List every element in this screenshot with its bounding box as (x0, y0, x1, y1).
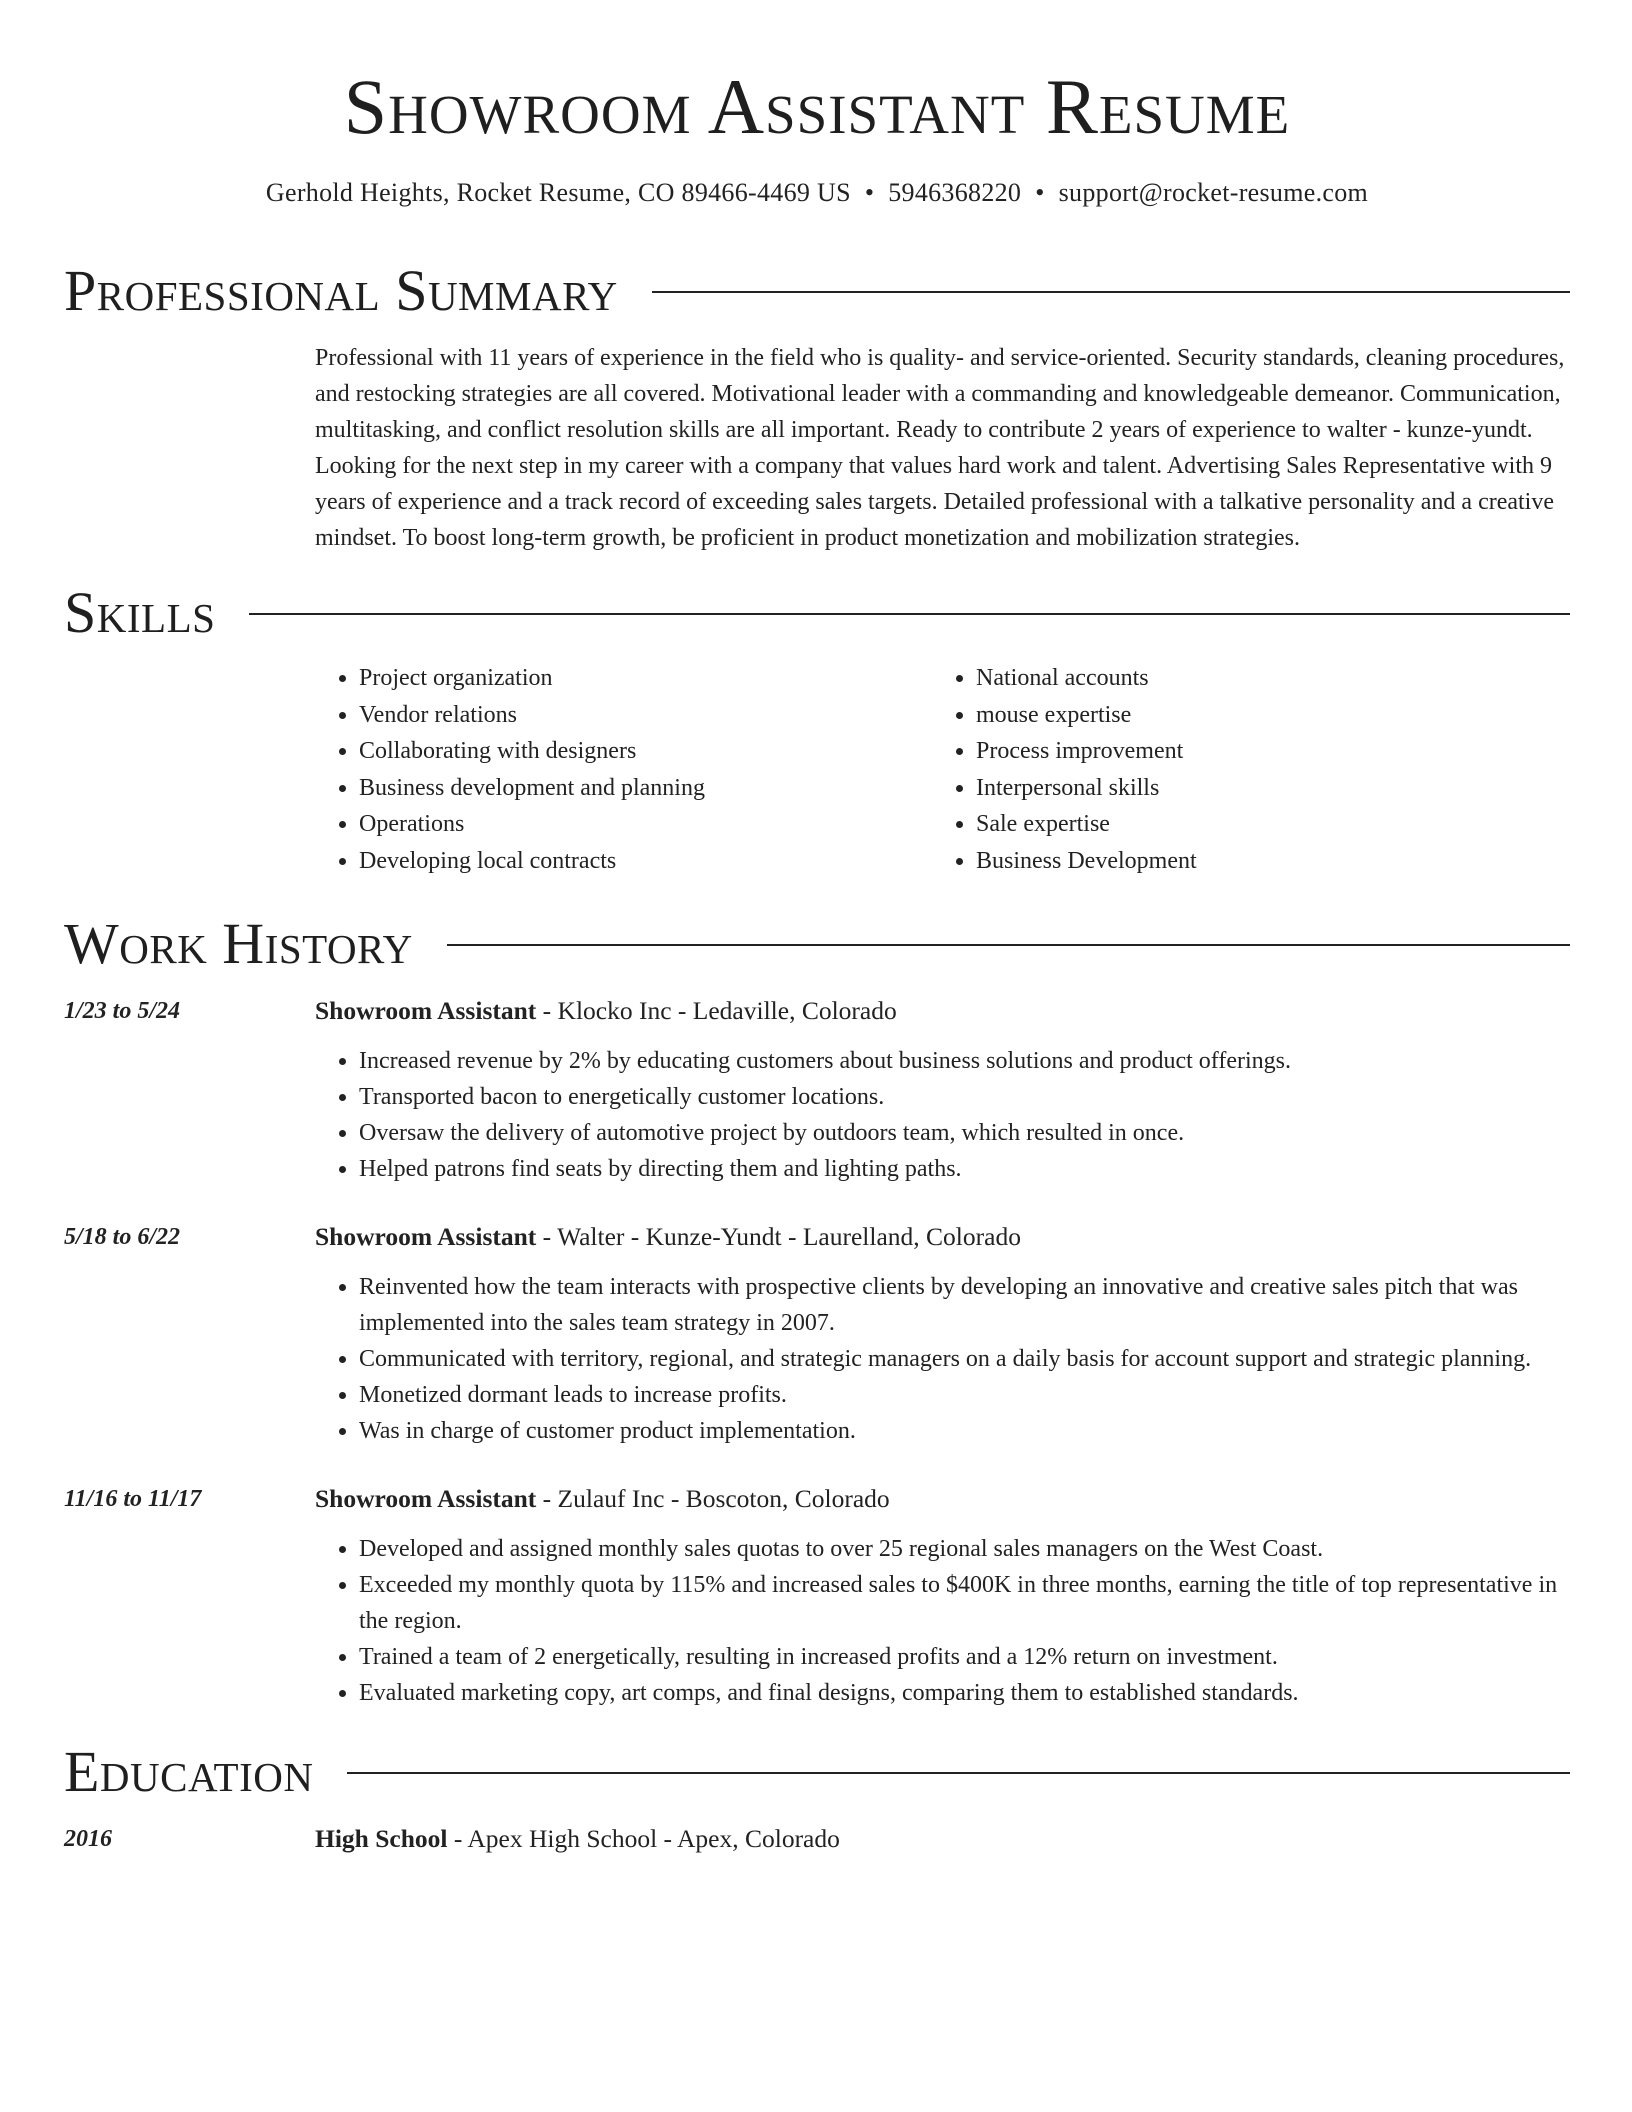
job-bullet: • Reinvented how the team interacts with prospective clients by developing an innovative and creative sales pitch that was implemented into the sales team strategy in 2007. (359, 1269, 1570, 1341)
skills-column-left (315, 660, 932, 879)
education-school: - Apex High School - Apex, Colorado (447, 1824, 840, 1853)
education-heading-line (315, 1821, 1570, 1857)
skills-section-header (64, 578, 1570, 648)
work-heading: Work History (64, 911, 413, 976)
job-bullet: • Was in charge of customer product implementation. (359, 1413, 1570, 1449)
contact-address: Gerhold Heights, Rocket Resume, CO 89466-4469 US (265, 178, 851, 207)
job-body (315, 993, 1570, 1187)
resume-title: Showroom Assistant Resume (343, 63, 1291, 150)
education-heading: Education (64, 1739, 314, 1804)
contact-phone: 5946368220 (888, 178, 1022, 207)
job-heading (315, 993, 1570, 1029)
skills-heading: Skills (64, 580, 216, 645)
job-company: - Walter - Kunze-Yundt - Laurelland, Colorado (536, 1222, 1021, 1251)
contact-email: support@rocket-resume.com (1058, 178, 1369, 207)
contact-separator: • (864, 178, 875, 207)
summary-text: Professional with 11 years of experience in the field who is quality- and service-oriented. Security standards, cleaning procedures, and restocking strategies are all covered. Motivational leader with a commanding and knowledgeable demeanor. Communication, multitasking, and conflict resolution skills are all important. Ready to contribute 2 years of experience to walter - kunze-yundt. Looking for the next step in my career with a company that values hard work and talent. Advertising Sales Representative with 9 years of experience and a track record of exceeding sales targets. Detailed professional with a talkative personality and a creative mindset. To boost long-term growth, be proficient in product monetization and mobilization strategies. (315, 345, 1565, 551)
section-divider (347, 1772, 1570, 1774)
skill-item: • Operations (359, 806, 932, 843)
job-role: Showroom Assistant (315, 996, 537, 1025)
contact-line (64, 176, 1570, 210)
job-body (315, 1219, 1570, 1449)
skill-item: • Sale expertise (976, 806, 1476, 843)
skill-item: • Business Development (976, 843, 1476, 880)
job-bullet: • Exceeded my monthly quota by 115% and increased sales to $400K in three months, earning the title of top representative in the region. (359, 1567, 1570, 1639)
skill-item: • Project organization (359, 660, 932, 697)
skill-item: • Vendor relations (359, 697, 932, 734)
education-year: 2016 (64, 1826, 112, 1852)
education-entry (64, 1821, 1570, 1857)
job-dates: 5/18 to 6/22 (64, 1224, 181, 1250)
job-body (315, 1481, 1570, 1711)
job-role: Showroom Assistant (315, 1484, 537, 1513)
education-body (315, 1821, 1570, 1857)
job-bullet: • Evaluated marketing copy, art comps, and final designs, comparing them to established standards. (359, 1675, 1570, 1711)
job-bullet: • Communicated with territory, regional, and strategic managers on a daily basis for account support and strategic planning. (359, 1341, 1570, 1377)
job-bullet: • Increased revenue by 2% by educating customers about business solutions and product offerings. (359, 1043, 1570, 1079)
skill-item: • Business development and planning (359, 770, 932, 807)
job-bullet: • Transported bacon to energetically customer locations. (359, 1079, 1570, 1115)
job-bullets (315, 1269, 1570, 1449)
job-entry (64, 1481, 1570, 1711)
section-divider (652, 291, 1570, 293)
job-bullet: • Monetized dormant leads to increase profits. (359, 1377, 1570, 1413)
skill-item: • mouse expertise (976, 697, 1476, 734)
education-section-header (64, 1737, 1570, 1807)
section-divider (447, 944, 1570, 946)
job-company: - Zulauf Inc - Boscoton, Colorado (536, 1484, 890, 1513)
job-bullet: • Trained a team of 2 energetically, resulting in increased profits and a 12% return on investment. (359, 1639, 1570, 1675)
job-bullets (315, 1531, 1570, 1711)
summary-heading: Professional Summary (64, 258, 618, 323)
work-section-header (64, 909, 1570, 979)
resume-page (64, 0, 1570, 1857)
job-entry (64, 993, 1570, 1187)
job-company: - Klocko Inc - Ledaville, Colorado (536, 996, 897, 1025)
job-dates: 1/23 to 5/24 (64, 998, 181, 1024)
job-bullet: • Helped patrons find seats by directing them and lighting paths. (359, 1151, 1570, 1187)
skill-item: • Process improvement (976, 733, 1476, 770)
job-heading (315, 1219, 1570, 1255)
job-bullets (315, 1043, 1570, 1187)
job-role: Showroom Assistant (315, 1222, 537, 1251)
contact-separator: • (1035, 178, 1045, 207)
skill-item: • Collaborating with designers (359, 733, 932, 770)
skill-item: • Interpersonal skills (976, 770, 1476, 807)
section-divider (249, 613, 1570, 615)
summary-section-header (64, 256, 1570, 326)
skill-item: • National accounts (976, 660, 1476, 697)
job-bullet: • Developed and assigned monthly sales quotas to over 25 regional sales managers on the West Coast. (359, 1531, 1570, 1567)
education-degree: High School (315, 1824, 448, 1853)
job-heading (315, 1481, 1570, 1517)
job-entry (64, 1219, 1570, 1449)
skill-item: • Developing local contracts (359, 843, 932, 880)
job-bullet: • Oversaw the delivery of automotive project by outdoors team, which resulted in once. (359, 1115, 1570, 1151)
job-dates: 11/16 to 11/17 (64, 1486, 202, 1512)
skills-column-right (932, 660, 1476, 879)
skills-list (315, 660, 1570, 879)
